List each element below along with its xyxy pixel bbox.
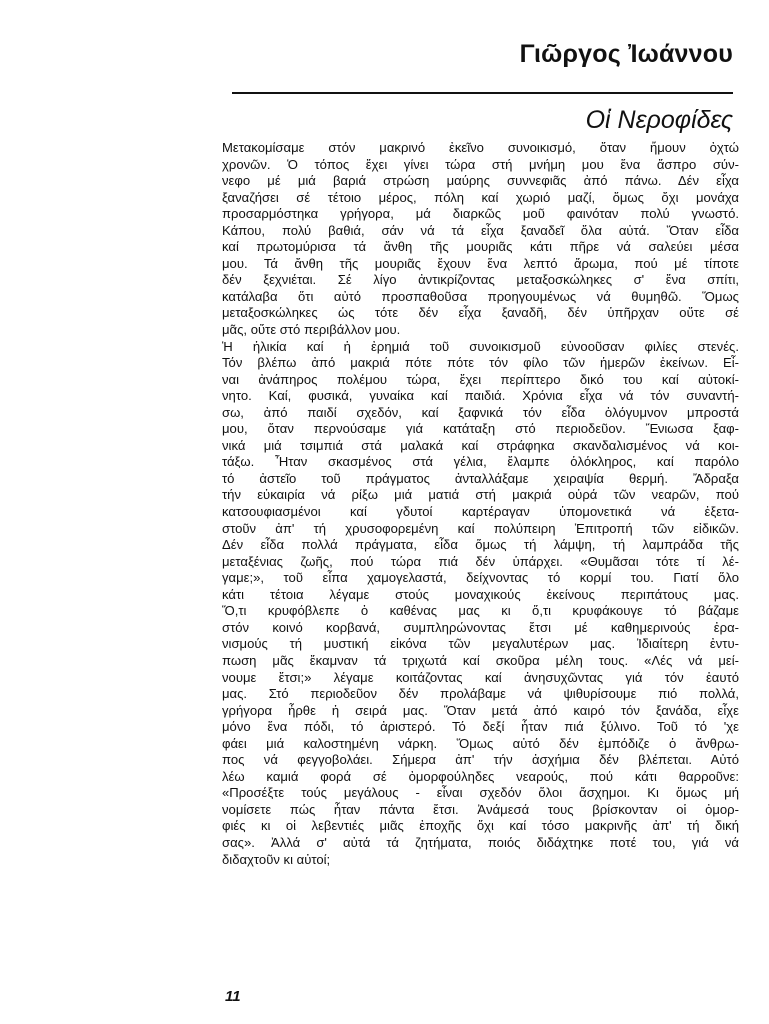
body-line: Τόν βλέπω ἀπό μακριά πότε πότε τόν φίλο τῶν ἡμερῶν ἐκείνων. Εἶ- [222,355,739,371]
body-line: λέω καμιά φορά σέ ὀμορφούληδες νεαρούς, πού κάτι θαρροῦνε: [222,768,739,784]
body-line: τό ἀστεῖο τοῦ πράγματος ἀνταλλάξαμε χειραψία θερμή. Ἄδραξα [222,470,739,486]
body-line: προσαρμόστηκα γρήγορα, μά διαρκῶς μοῦ φαινόταν πολύ γνωστό. [222,206,739,222]
body-line: στοῦν ἀπ' τή χρυσοφορεμένη καί πολύπειρη Ἐπιτροπή τῶν εἰδικῶν. [222,520,739,536]
body-line: καί πρωτομύρισα τά ἄνθη τῆς μουριᾶς κάτι πῆρε νά σαλεύει μέσα [222,239,739,255]
body-line: κατσουφιασμένοι καί γδυτοί καρτέραγαν ὑπομονετικά νά ἐξετα- [222,504,739,520]
body-line: μου. Τά ἄνθη τῆς μουριᾶς ἔχουν ἕνα λεπτό ἄρωμα, πού μέ τίποτε [222,255,739,271]
body-line: νομίσετε πώς ἦταν πάντα ἔτσι. Ἀνάμεσά τους βρίσκονταν οἱ ὀμορ- [222,801,739,817]
body-line: Ὅ,τι κρυφόβλεπε ὁ καθένας μας κι ὅ,τι κρυφάκουγε τό βάζαμε [222,603,739,619]
body-line: πωση μᾶς ἔκαμναν τά τριχωτά καί σκοῦρα μέλη τους. «Λές νά μεί- [222,652,739,668]
body-line: μόνο ἕνα πόδι, τό ἀριστερό. Τό δεξί ἦταν πιά ξύλινο. Τοῦ τό 'χε [222,719,739,735]
body-line: Δέν εἶδα πολλά πράγματα, εἶδα ὅμως τή λάμψη, τή λαμπράδα τῆς [222,537,739,553]
body-line: ξαναζήσει σέ τέτοιο μέρος, πόλη καί χωριό μαζί, ὅμως ὄχι μονάχα [222,189,739,205]
body-line: νητο. Καί, φυσικά, γυναίκα καί παιδιά. Χρόνια εἶχα νά τόν συναντή- [222,388,739,404]
body-text [222,140,739,868]
body-line: μᾶς, οὔτε στό περιβάλλον μου. [222,322,401,338]
body-line: νισμούς τή μυστική εἰκόνα τῶν μεγαλυτέρων μας. Ἰδιαίτερη ἐντυ- [222,636,739,652]
body-line: πος νά φεγγοβολάει. Σήμερα ἀπ' τήν ἀσχήμια δέν βλέπεται. Αὐτό [222,752,739,768]
body-line: φιές κι οἱ λεβεντιές μιᾶς ἐποχῆς ὄχι καί τόσο μακρινῆς ἀπ' τή δική [222,818,739,834]
body-line: σω, ἀπό παιδί σχεδόν, καί ξαφνικά τόν εἶδα ὁλόγυμνον μπροστά [222,404,739,420]
body-line: στόν κοινό κορβανά, συμπληρώνοντας ἔτσι μέ καθημερινούς ἐρα- [222,619,739,635]
header-rule [232,92,733,94]
body-line: μου, ὅταν περνούσαμε γιά κατάταξη στό περιοδεῦον. Ἔνιωσα ξαφ- [222,421,739,437]
body-line: γαμε;», τοῦ εἶπα χαμογελαστά, δείχνοντας τό κορμί του. Γιατί ὅλο [222,570,739,586]
body-line: σας». Ἀλλά σ' αὐτά τά ζητήματα, ποιός διδάχτηκε ποτέ του, γιά νά [222,834,739,850]
body-line: Ἡ ἡλικία καί ἡ ἐρημιά τοῦ συνοικισμοῦ εὐνοοῦσαν φιλίες στενές. [222,338,739,354]
body-line: μεταξοσκώληκες ὡς τότε δέν εἶχα ξαναδῆ, δέν ὑπῆρχαν οὔτε σέ [222,305,739,321]
body-line: νουμε ἔτσι;» λέγαμε κοιτάζοντας καί ἀνησυχῶντας γιά τόν ἑαυτό [222,669,739,685]
body-line: διδαχτοῦν κι αὐτοί; [222,851,331,867]
body-line: νικά μιά τσιμπιά στά μαλακά καί στράφηκα σκανδαλισμένος νά κοι- [222,437,739,453]
body-line: Μετακομίσαμε στόν μακρινό ἐκεῖνο συνοικισμό, ὅταν ἤμουν ὀχτώ [222,140,739,155]
body-line: κατάλαβα ὅτι αὐτό προσπαθοῦσα προηγουμένως νά θυμηθῶ. Ὅμως [222,288,739,304]
body-line: τάξω. Ἦταν σκασμένος στά γέλια, ἔλαμπε ὁλόκληρος, καί παρόλο [222,454,739,470]
body-line: κάτι τέτοια λέγαμε στούς μοναχικούς ἐκείνους περιπάτους μας. [222,586,739,602]
body-line: μεταξένιας ζωῆς, πού τώρα πιά δέν ὑπάρχει. «Θυμᾶσαι τότε τί λέ- [222,553,739,569]
story-title: Οἱ Νεροφίδες [585,106,733,134]
body-line: φάει μιά καλοστημένη νάρκη. Ὅμως αὐτό δέν ἐμπόδιζε ὁ ἄνθρω- [222,735,739,751]
body-line: μας. Στό περιοδεῦον δέν προλάβαμε νά ψιθυρίσουμε πιό πολλά, [222,686,739,702]
body-line: νεφο μέ μιά βαριά στρώση μαύρης συννεφιᾶς ἀπό πάνω. Δέν εἶχα [222,173,739,189]
body-line: δέν ξεχνιέται. Σέ λίγο ἀντικρίζοντας μεταξοσκώληκες σ' ἕνα σπίτι, [222,272,739,288]
body-line: τήν εὐκαιρία νά ρίξω μιά ματιά στή μακριά οὐρά τῶν νεαρῶν, πού [222,487,739,503]
body-line: «Προσέξτε τούς μεγάλους - εἶναι σχεδόν ὅλοι ἄσχημοι. Κι ὅμως μή [222,785,739,801]
body-line: Κάπου, πολύ βαθιά, σάν νά τά εἶχα ξαναδεῖ ὅλα αὐτά. Ὅταν εἶδα [222,222,739,238]
page-number: 11 [225,988,241,1005]
body-line: ναι ἀνάπηρος πολέμου τώρα, ἔχει περίπτερο δικό του καί αὐτοκί- [222,371,739,387]
body-line: χρονῶν. Ὁ τόπος ἔχει γίνει τώρα στή μνήμη μου ἕνα ἄσπρο σύν- [222,156,739,172]
body-line: γρήγορα ἦρθε ἡ σειρά μας. Ὅταν μετά ἀπό καιρό τόν ξανάδα, εἶχε [222,702,739,718]
author-name: Γιῶργος Ἰωάννου [519,40,733,68]
